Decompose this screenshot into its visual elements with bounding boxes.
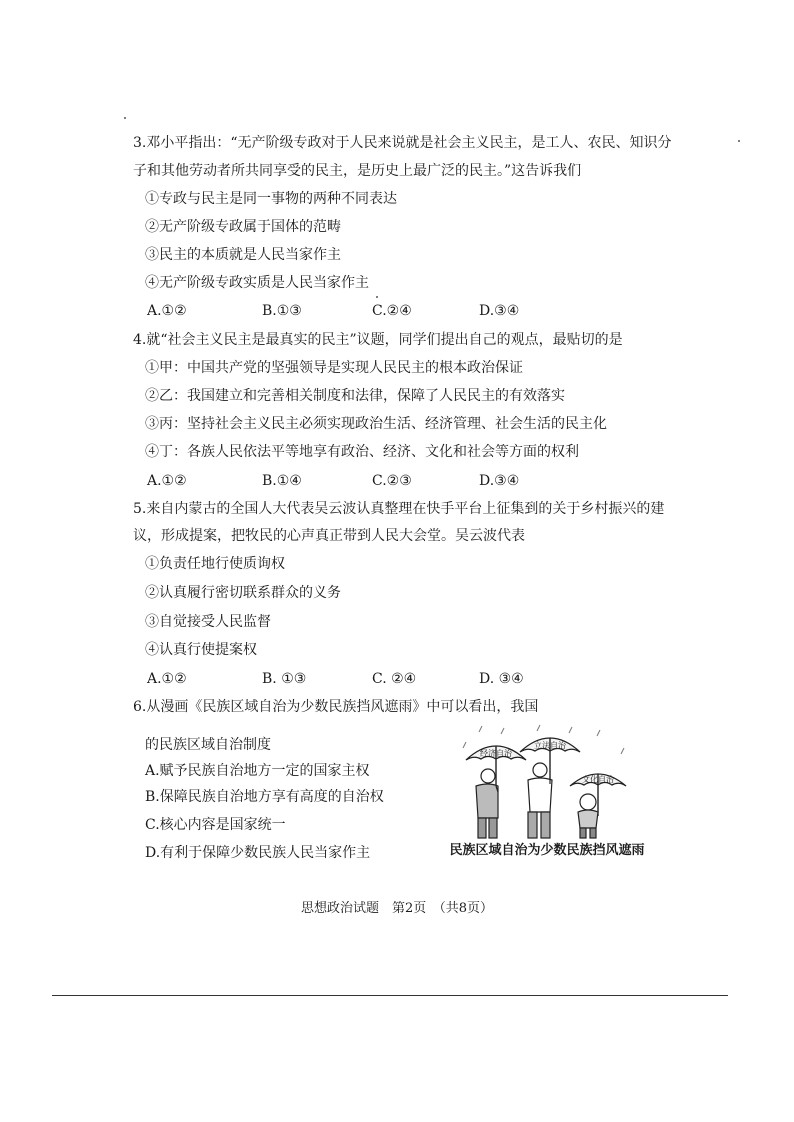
figure-3	[578, 794, 598, 838]
q5-item-4: ④认真行使提案权	[145, 642, 257, 658]
page-footer: 思想政治试题 第2页 （共8页）	[300, 901, 494, 916]
q4-option-d: D.③④	[479, 473, 520, 489]
scan-speck	[738, 140, 740, 142]
bottom-divider	[52, 995, 728, 996]
q3-option-d: D.③④	[479, 303, 520, 319]
q3-option-c: C.②④	[372, 303, 412, 319]
q5-item-2: ②认真履行密切联系群众的义务	[145, 585, 341, 601]
scan-speck	[376, 296, 378, 298]
q3-option-a: A.①②	[147, 303, 187, 319]
q5-item-1: ①负责任地行使质询权	[145, 556, 285, 572]
q6-option-c: C.核心内容是国家统一	[145, 817, 286, 833]
q5-stem-line1: 5.来自内蒙古的全国人大代表吴云波认真整理在快手平台上征集到的关于乡村振兴的建	[133, 501, 665, 517]
figure-1	[476, 769, 498, 838]
q5-option-a: A.①②	[147, 671, 187, 687]
q5-option-b: B. ①③	[262, 671, 307, 687]
q3-stem-line1: 3.邓小平指出：“无产阶级专政对于人民来说就是社会主义民主，是工人、农民、知识分	[133, 135, 672, 151]
q5-options	[147, 669, 667, 689]
q6-stem-line1: 6.从漫画《民族区域自治为少数民族挡风遮雨》中可以看出，我国	[133, 699, 539, 715]
cartoon-caption: 民族区域自治为少数民族挡风遮雨	[449, 843, 645, 858]
q5-option-c: C. ②④	[372, 671, 417, 687]
q3-item-1: ①专政与民主是同一事物的两种不同表达	[145, 191, 397, 207]
umbrella-cartoon-illustration	[452, 724, 642, 842]
q4-option-b: B.①④	[262, 473, 302, 489]
scan-speck	[124, 117, 126, 119]
q4-item-4: ④丁：各族人民依法平等地享有政治、经济、文化和社会等方面的权利	[145, 444, 579, 460]
q6-option-d: D.有利于保障少数民族人民当家作主	[145, 845, 371, 861]
q3-item-4: ④无产阶级专政实质是人民当家作主	[145, 275, 369, 291]
umbrella-label-1: 经济自治	[480, 749, 512, 758]
q3-item-3: ③民主的本质就是人民当家作主	[145, 247, 341, 263]
q5-item-3: ③自觉接受人民监督	[145, 614, 271, 630]
q4-option-c: C.②③	[372, 473, 412, 489]
umbrella-label-3: 文化自治	[582, 775, 614, 784]
q6-option-a: A.赋予民族自治地方一定的国家主权	[145, 763, 370, 779]
q6-stem-line2: 的民族区域自治制度	[145, 737, 271, 753]
q6-option-b: B.保障民族自治地方享有高度的自治权	[145, 789, 384, 805]
q4-options	[147, 471, 667, 491]
q4-item-3: ③丙：坚持社会主义民主必须实现政治生活、经济管理、社会生活的民主化	[145, 416, 607, 432]
q3-item-2: ②无产阶级专政属于国体的范畴	[145, 219, 341, 235]
umbrella-label-2: 立法自治	[534, 741, 566, 750]
q3-options	[147, 301, 667, 321]
q4-option-a: A.①②	[147, 473, 187, 489]
q4-stem: 4.就“社会主义民主是最真实的民主”议题，同学们提出自己的观点，最贴切的是	[133, 332, 623, 348]
q5-stem-line2: 议，形成提案，把牧民的心声真正带到人民大会堂。吴云波代表	[133, 528, 525, 544]
q3-option-b: B.①③	[262, 303, 302, 319]
q4-item-1: ①甲：中国共产党的坚强领导是实现人民民主的根本政治保证	[145, 360, 523, 376]
q3-stem-line2: 子和其他劳动者所共同享受的民主，是历史上最广泛的民主。”这告诉我们	[133, 163, 582, 179]
umbrella-culture-icon	[570, 774, 626, 816]
figure-2	[528, 763, 552, 838]
q4-item-2: ②乙：我国建立和完善相关制度和法律，保障了人民民主的有效落实	[145, 388, 565, 404]
q5-option-d: D. ③④	[479, 671, 524, 687]
